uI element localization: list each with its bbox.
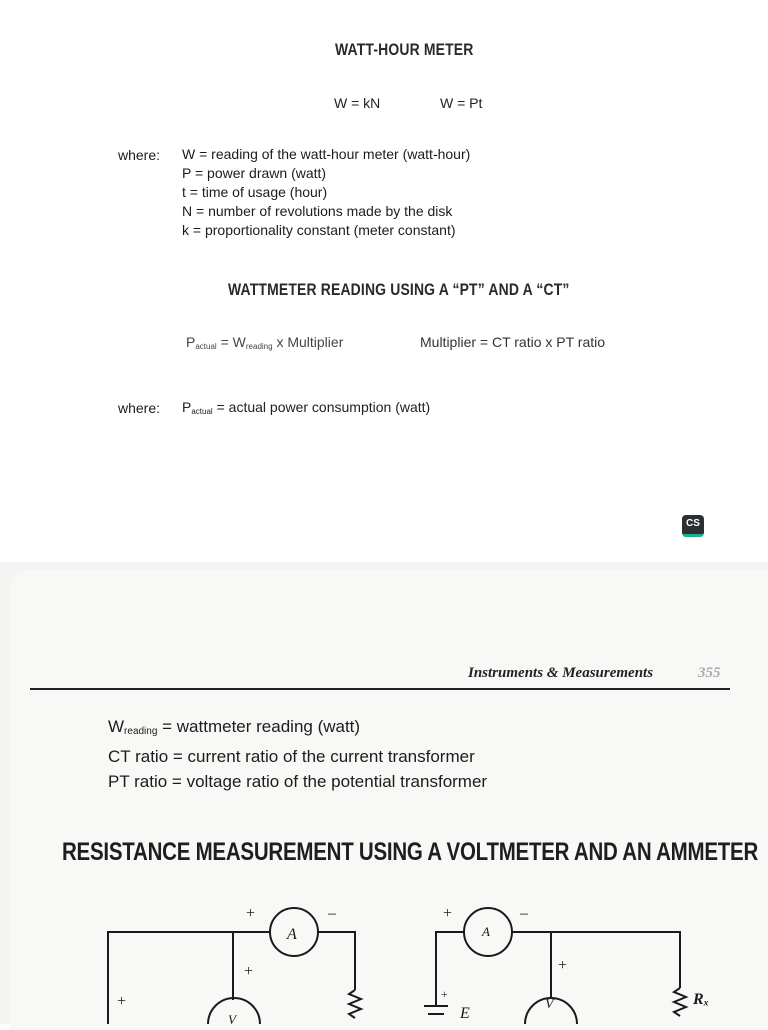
formula-p-actual (186, 334, 343, 351)
watt-hour-meter-heading: WATT-HOUR METER (335, 40, 474, 59)
definition-item (108, 744, 487, 769)
where-label: where: (118, 147, 161, 163)
wire (318, 932, 355, 990)
p-symbol: P (186, 334, 196, 350)
formula-w-pt: W = Pt (440, 95, 483, 111)
p-subscript: actual (191, 407, 213, 416)
resistor-label: Rₓ (693, 991, 710, 1008)
definition-item: P = power drawn (watt) (182, 165, 327, 181)
running-header: Instruments & Measurements (468, 665, 654, 681)
resistor-symbol (674, 988, 686, 1016)
p-subscript: actual (195, 342, 217, 351)
definition-item (108, 769, 487, 794)
minus-sign: – (520, 905, 528, 922)
w-subscript: reading (245, 342, 273, 351)
definition-list (182, 145, 470, 240)
page-number: 355 (698, 665, 721, 681)
definition-item (108, 714, 487, 744)
source-label: E (460, 1005, 470, 1022)
resistor-symbol (349, 990, 361, 1018)
definition-text: = wattmeter reading (watt) (157, 717, 361, 736)
plus-sign: + (244, 963, 254, 980)
voltmeter-label: V (228, 1012, 236, 1024)
multiplier-text: x Multiplier (272, 334, 344, 350)
subscript: reading (124, 726, 158, 737)
formula-w-kn: W = kN (334, 95, 381, 111)
symbol: W (108, 717, 125, 736)
plus-sign: + (443, 905, 453, 922)
bottom-definition-list (108, 714, 487, 794)
definition-item: W = reading of the watt-hour meter (watt-hour) (182, 146, 471, 162)
p-actual-definition (182, 399, 430, 416)
p-symbol: P (182, 399, 192, 415)
voltmeter-label: V (545, 997, 554, 1012)
where-label-2: where: (118, 400, 161, 416)
plus-sign: + (558, 957, 568, 974)
plus-sign: + (246, 905, 256, 922)
definition-item: t = time of usage (hour) (182, 184, 328, 200)
definition-text: = actual power consumption (watt) (212, 399, 431, 415)
camscanner-badge: CS (682, 515, 704, 537)
circuit-diagram (0, 890, 768, 1024)
formula-multiplier: Multiplier = CT ratio x PT ratio (420, 334, 606, 350)
ammeter-label: A (287, 926, 297, 943)
definition-item: N = number of revolutions made by the disk (182, 203, 453, 219)
header-rule (30, 688, 730, 690)
eq-w: = W (216, 334, 246, 350)
wire (512, 932, 680, 988)
plus-sign: + (441, 987, 448, 1001)
ammeter-label: A (482, 924, 490, 939)
definition-text: PT ratio = voltage ratio of the potential transformer (108, 772, 488, 791)
resistance-measurement-heading: RESISTANCE MEASUREMENT USING A VOLTMETER AND AN AMMETER (62, 838, 759, 866)
definition-item: k = proportionality constant (meter constant) (182, 222, 456, 238)
definition-text: CT ratio = current ratio of the current transformer (108, 747, 475, 766)
wattmeter-pt-ct-heading: WATTMETER READING USING A “PT” AND A “CT” (228, 280, 570, 299)
wire (436, 932, 464, 968)
minus-sign: – (328, 905, 336, 922)
plus-sign: + (117, 993, 127, 1010)
